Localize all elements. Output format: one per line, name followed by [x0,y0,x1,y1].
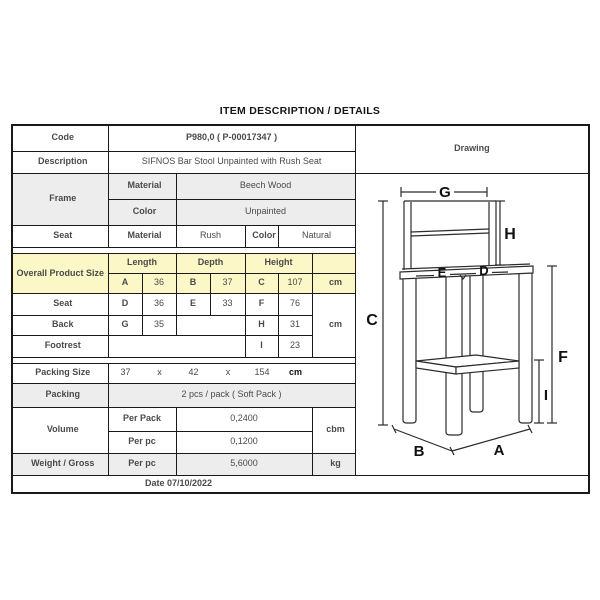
frame-color-label: Color [108,199,176,225]
dim-label-h: H [504,226,516,243]
back-height-key: H [245,315,278,335]
packing-size-sep1: x [157,367,162,378]
seat-label: Seat [12,225,108,247]
overall-height-value: 107 [278,273,312,293]
drawing-header: Drawing [355,125,589,173]
page-title: ITEM DESCRIPTION / DETAILS [219,105,381,117]
item-details-table [11,124,590,494]
overall-height-key: C [245,273,278,293]
code-row [12,125,589,151]
depth-header: Depth [176,253,245,273]
dim-label-c: C [366,312,378,329]
dim-label-b: B [413,443,425,460]
weight-per-pc-label: Per pc [108,453,176,475]
back-length-value: 35 [142,315,176,335]
volume-label: Volume [12,407,108,453]
footrest-height-key: I [245,335,278,357]
seat-height-value: 76 [278,293,312,315]
seat-depth-value: 33 [210,293,245,315]
packing-size-label: Packing Size [12,363,108,383]
volume-per-pack-label: Per Pack [108,407,176,431]
packing-size-v2: 42 [188,367,199,378]
size-header-unit-cell [312,253,355,273]
volume-per-pack-value: 0,2400 [176,407,312,431]
dim-label-f: F [557,349,568,366]
back-length-key: G [108,315,142,335]
weight-value: 5,6000 [176,453,312,475]
seat-depth-key: E [176,293,210,315]
packing-label: Packing [12,383,108,407]
packing-size-sep2: x [225,367,231,378]
height-header: Height [245,253,312,273]
seat-length-key: D [108,293,142,315]
overall-length-key: A [108,273,142,293]
overall-depth-key: B [176,273,210,293]
back-empty-cell [176,315,245,335]
frame-material-row [12,173,589,199]
dim-label-e: E [437,265,447,280]
footrest-empty-cell [108,335,245,357]
seat-size-label: Seat [12,293,108,315]
overall-size-label: Overall Product Size [12,253,108,293]
stool-drawing [356,175,588,473]
seat-color-label: Color [245,225,278,247]
length-header: Length [108,253,176,273]
detail-size-unit: cm [312,293,355,357]
dim-label-g: G [439,184,451,201]
packing-size-unit: cm [288,367,302,378]
packing-size-v1: 37 [120,367,131,378]
code-value: P980,0 ( P-00017347 ) [108,125,355,151]
date-row [12,475,589,493]
back-size-label: Back [12,315,108,335]
packing-value: 2 pcs / pack ( Soft Pack ) [108,383,355,407]
code-label: Code [12,125,108,151]
dim-label-a: A [493,442,505,459]
volume-per-pc-label: Per pc [108,431,176,453]
seat-height-key: F [245,293,278,315]
weight-label: Weight / Gross [12,453,108,475]
frame-color-value: Unpainted [176,199,355,225]
footrest-height-value: 23 [278,335,312,357]
packing-size-v3: 154 [254,367,270,378]
weight-unit: kg [312,453,355,475]
frame-material-label: Material [108,173,176,199]
packing-size-values [108,363,355,383]
drawing-cell [355,173,589,475]
description-value: SIFNOS Bar Stool Unpainted with Rush Seat [108,151,355,173]
footrest-label: Footrest [12,335,108,357]
overall-depth-value: 37 [210,273,245,293]
frame-material-value: Beech Wood [176,173,355,199]
volume-per-pc-value: 0,1200 [176,431,312,453]
seat-color-value: Natural [278,225,355,247]
seat-length-value: 36 [142,293,176,315]
overall-length-value: 36 [142,273,176,293]
seat-material-label: Material [108,225,176,247]
dim-label-d: D [479,263,489,278]
back-height-value: 31 [278,315,312,335]
description-label: Description [12,151,108,173]
frame-label: Frame [12,173,108,225]
dim-label-i: I [543,387,548,404]
seat-material-value: Rush [176,225,245,247]
date-value: Date 07/10/2022 [12,475,589,493]
overall-size-unit: cm [312,273,355,293]
volume-unit: cbm [312,407,355,453]
